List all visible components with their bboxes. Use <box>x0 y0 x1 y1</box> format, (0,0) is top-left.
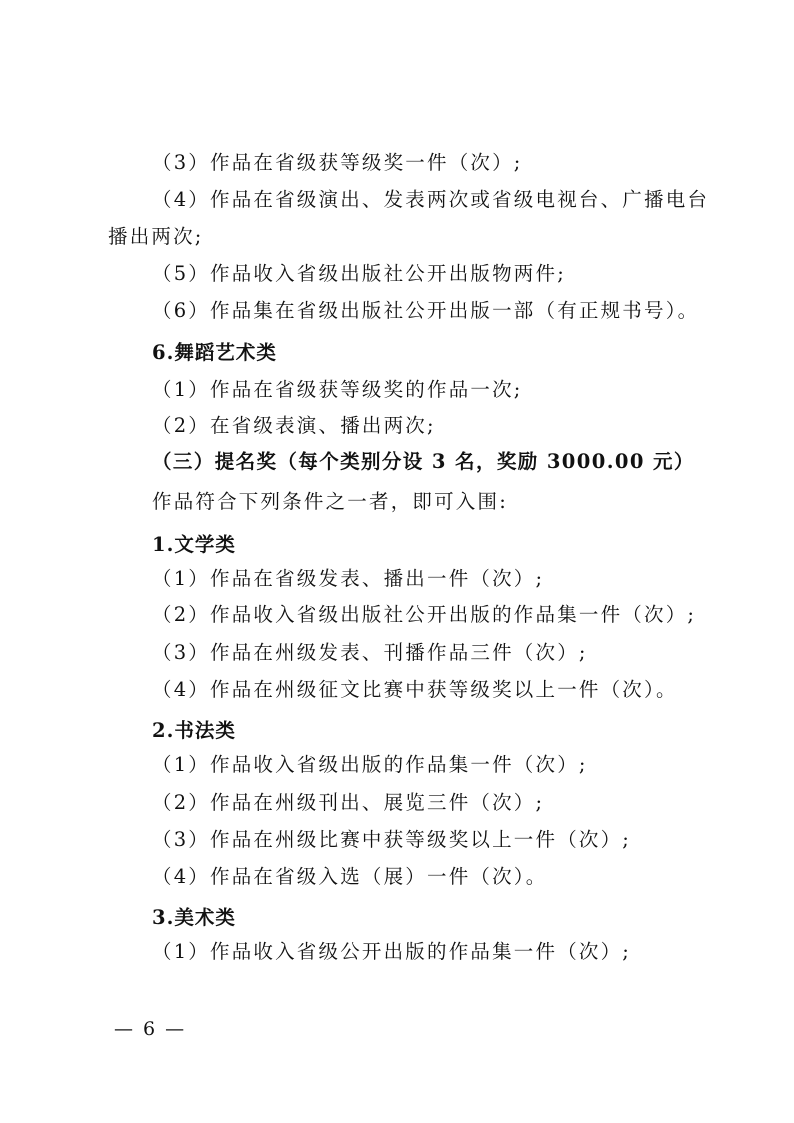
item-line: （2）在省级表演、播出两次; <box>152 414 436 437</box>
item-line: （5）作品收入省级出版社公开出版物两件; <box>152 262 566 285</box>
section-heading: 1.文学类 <box>152 533 236 556</box>
item-line: （6）作品集在省级出版社公开出版一部（有正规书号）。 <box>152 299 700 322</box>
item-line: （1）作品在省级获等级奖的作品一次; <box>152 378 523 401</box>
item-line: （2）作品收入省级出版社公开出版的作品集一件（次）; <box>152 603 697 626</box>
item-line: （4）作品在州级征文比赛中获等级奖以上一件（次）。 <box>152 678 678 701</box>
item-line: （3）作品在州级发表、刊播作品三件（次）; <box>152 641 588 664</box>
item-line-continuation: 播出两次; <box>108 225 204 248</box>
item-line: （1）作品收入省级公开出版的作品集一件（次）; <box>152 940 632 963</box>
item-line: （4）作品在省级演出、发表两次或省级电视台、广播电台 <box>152 188 710 211</box>
item-line: （3）作品在州级比赛中获等级奖以上一件（次）; <box>152 828 632 851</box>
item-line: （3）作品在省级获等级奖一件（次）; <box>152 151 523 174</box>
item-line: （1）作品收入省级出版的作品集一件（次）; <box>152 753 588 776</box>
subsection-heading: （三）提名奖（每个类别分设 3 名，奖励 3000.00 元） <box>152 450 695 473</box>
item-line: （1）作品在省级发表、播出一件（次）; <box>152 567 545 590</box>
item-line: （2）作品在州级刊出、展览三件（次）; <box>152 791 545 814</box>
page-number: — 6 — <box>114 1018 187 1040</box>
section-heading: 6.舞蹈艺术类 <box>152 341 277 364</box>
section-heading: 2.书法类 <box>152 719 236 742</box>
item-line: （4）作品在省级入选（展）一件（次）。 <box>152 865 548 888</box>
paragraph-line: 作品符合下列条件之一者，即可入围: <box>152 490 508 513</box>
section-heading: 3.美术类 <box>152 906 236 929</box>
